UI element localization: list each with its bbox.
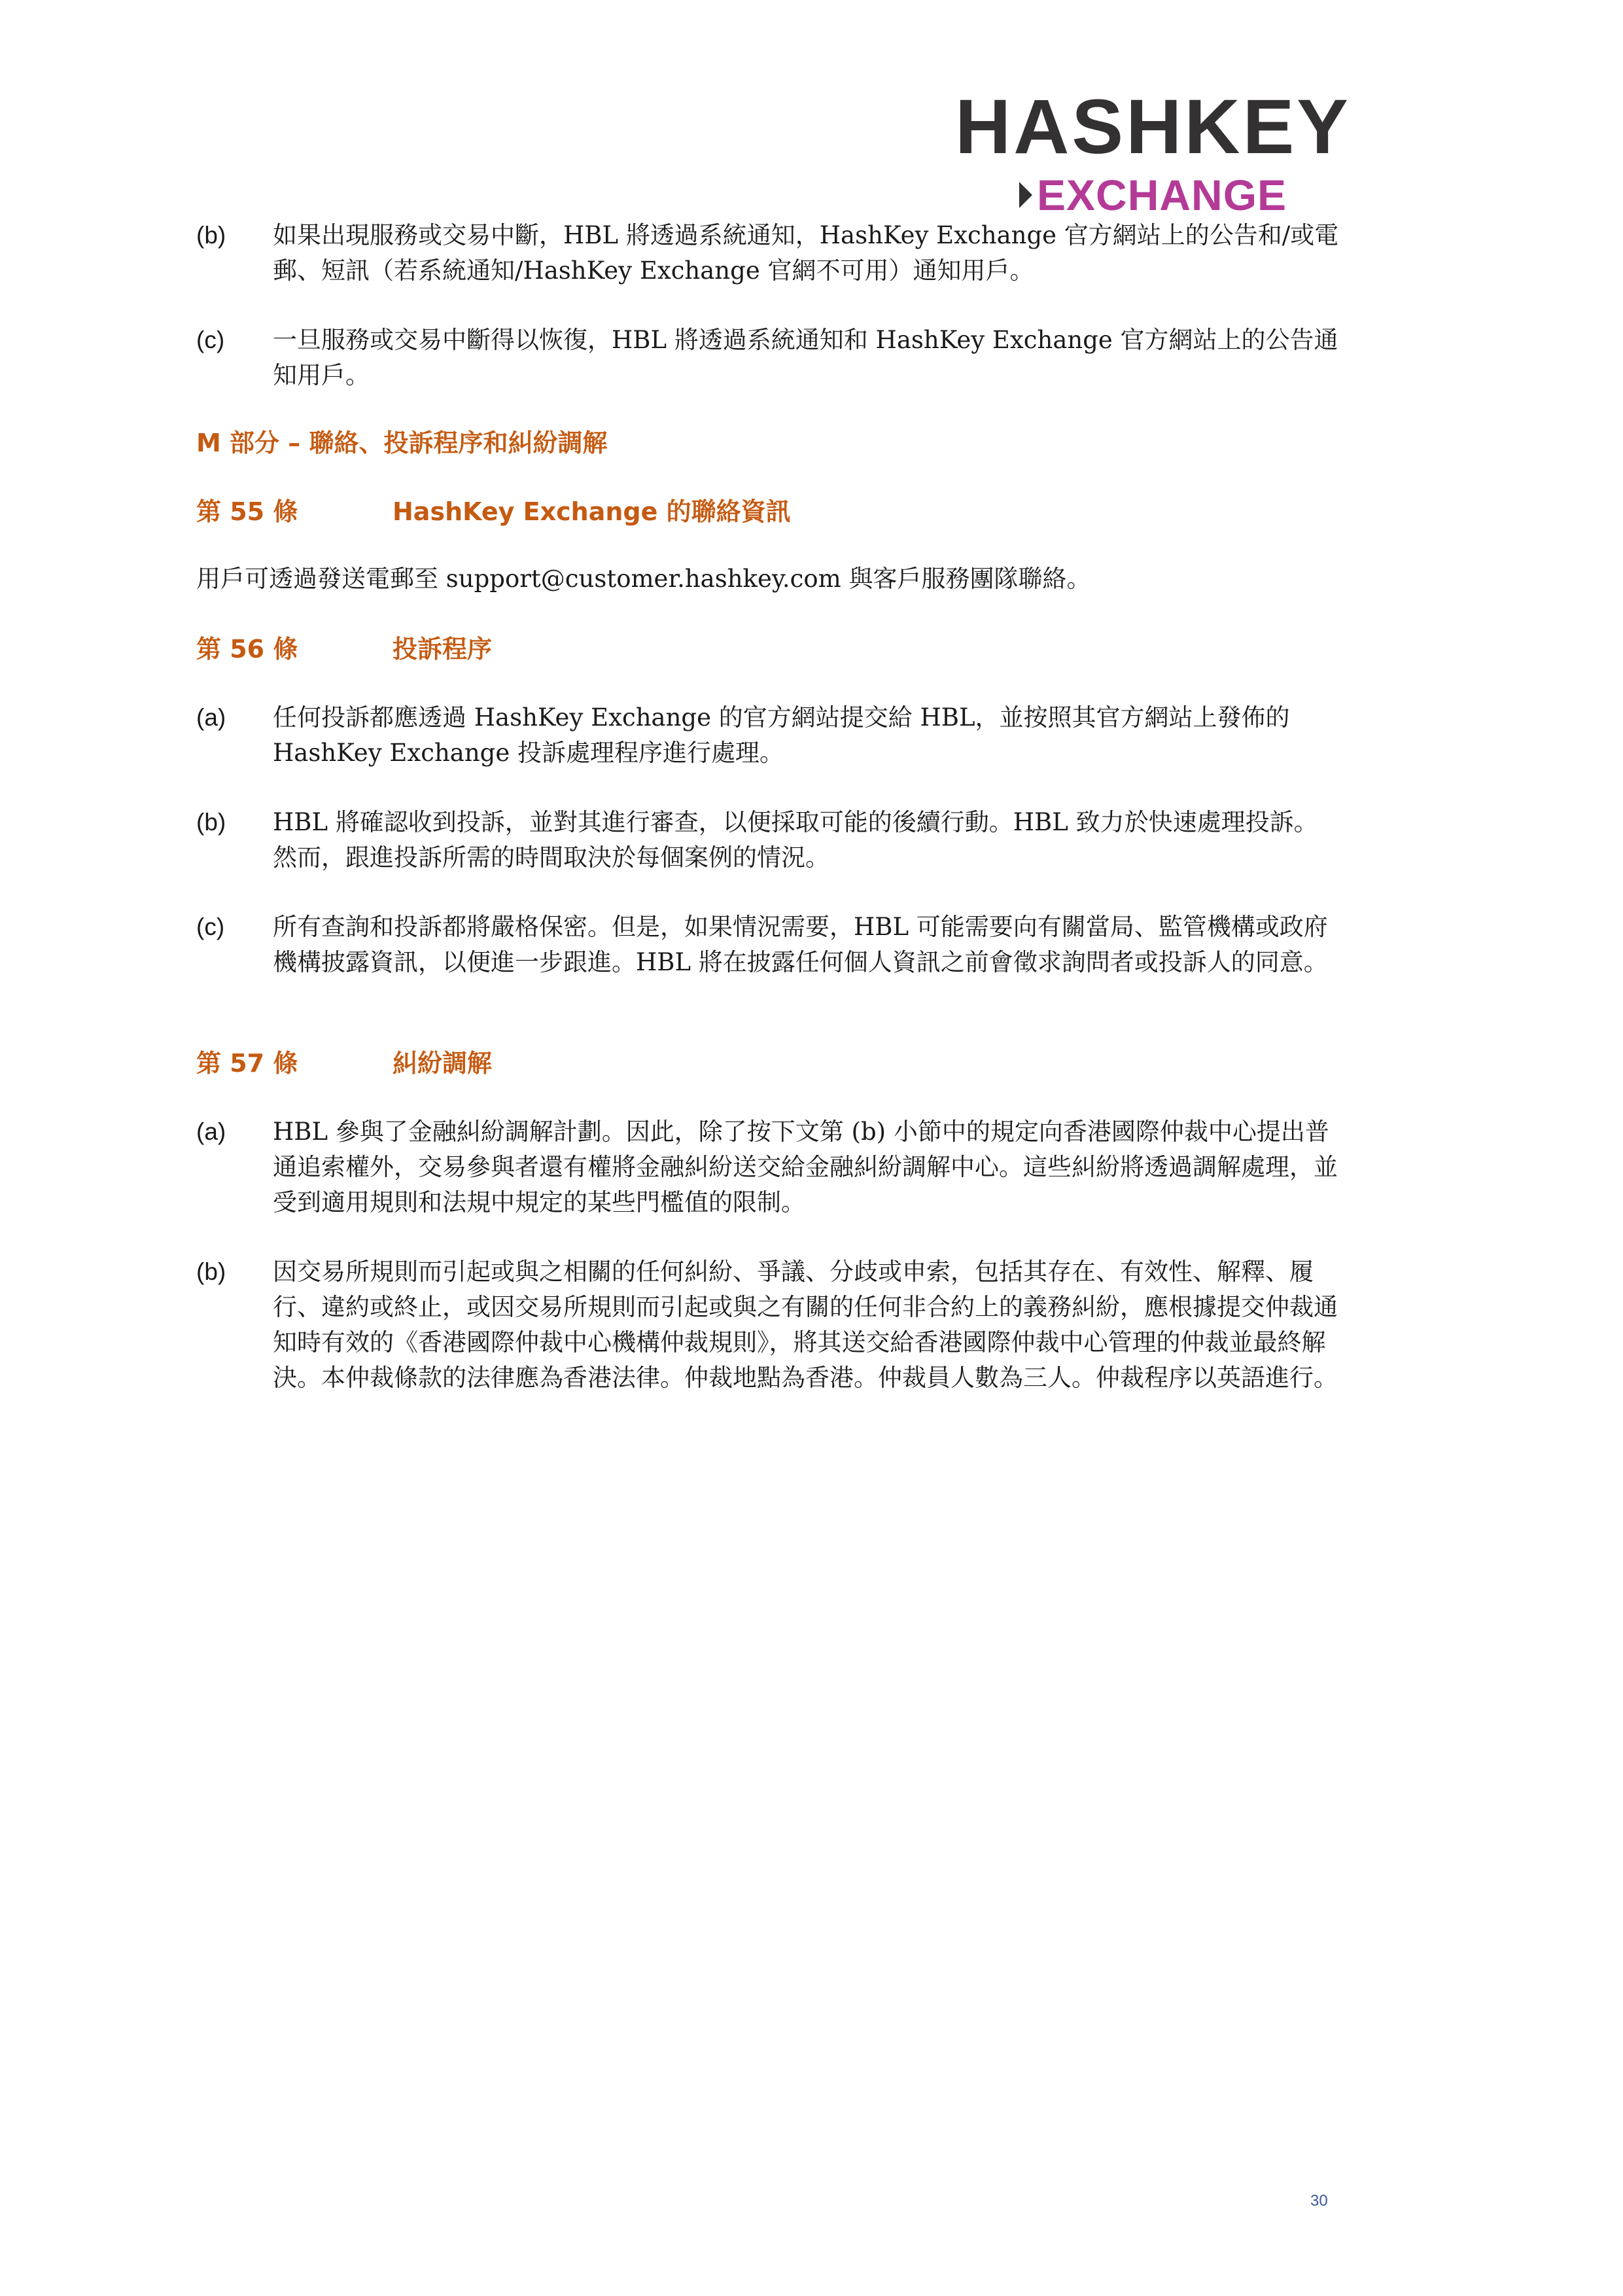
item-label: (a) xyxy=(196,704,226,731)
logo-wordmark-top: HASHKEY xyxy=(955,84,1351,170)
logo-arrow-icon xyxy=(1019,182,1032,208)
item-label: (b) xyxy=(196,1258,226,1285)
section-number: 第 56 條 xyxy=(196,635,298,663)
item-text: HBL 參與了金融糾紛調解計劃。因此，除了按下文第 (b) 小節中的規定向香港國際仲裁中心提出普通追索權外，交易參與者還有權將金融糾紛送交給金融糾紛調解中心。這些糾紛將透過調解處理，並受到適用規則和法規中規定的某些門檻值的限制。 xyxy=(273,1118,1338,1216)
item-label: (c) xyxy=(196,913,225,940)
page-number: 30 xyxy=(1310,2192,1328,2210)
item-text: 任何投訴都應透過 HashKey Exchange 的官方網站提交給 HBL，並按照其官方網站上發佈的 HashKey Exchange 投訴處理程序進行處理。 xyxy=(273,703,1290,767)
item-text: HBL 將確認收到投訴，並對其進行審查，以便採取可能的後續行動。HBL 致力於快速處理投訴。然而，跟進投訴所需的時間取決於每個案例的情況。 xyxy=(273,808,1318,872)
item-text: 一旦服務或交易中斷得以恢復，HBL 將透過系統通知和 HashKey Exchange 官方網站上的公告通知用戶。 xyxy=(273,326,1338,389)
section-title: 投訴程序 xyxy=(393,635,493,663)
item-label: (b) xyxy=(196,809,226,836)
item-label: (c) xyxy=(196,327,225,353)
item-label: (a) xyxy=(196,1118,226,1145)
item-text: 所有查詢和投訴都將嚴格保密。但是，如果情況需要，HBL 可能需要向有關當局、監管機構或政府機構披露資訊，以便進一步跟進。HBL 將在披露任何個人資訊之前會徵求詢問者或投訴人的同意。 xyxy=(273,913,1328,976)
section-title: HashKey Exchange 的聯絡資訊 xyxy=(393,497,791,526)
hashkey-exchange-logo xyxy=(942,84,1361,219)
item-text: 如果出現服務或交易中斷，HBL 將透過系統通知，HashKey Exchange 官方網站上的公告和/或電郵、短訊（若系統通知/HashKey Exchange 官網不可用）通知用戶。 xyxy=(273,221,1339,285)
item-label: (b) xyxy=(196,222,226,249)
section-title: 糾紛調解 xyxy=(393,1049,493,1078)
logo-wordmark-bottom: EXCHANGE xyxy=(1037,171,1287,219)
section-number: 第 57 條 xyxy=(196,1049,298,1078)
section-55-body: 用戶可透過發送電郵至 support@customer.hashkey.com 與客戶服務團隊聯絡。 xyxy=(196,565,1091,593)
item-text: 因交易所規則而引起或與之相關的任何糾紛、爭議、分歧或申索，包括其存在、有效性、解釋、履行、違約或終止，或因交易所規則而引起或與之有關的任何非合約上的義務糾紛，應根據提交仲裁通知時有效的《香港國際仲裁中心機構仲裁規則》，將其送交給香港國際仲裁中心管理的仲裁並最終解決。本仲裁條款的法律應為香港法律。仲裁地點為香港。仲裁員人數為三人。仲裁程序以英語進行。 xyxy=(273,1258,1338,1392)
section-number: 第 55 條 xyxy=(196,497,298,526)
